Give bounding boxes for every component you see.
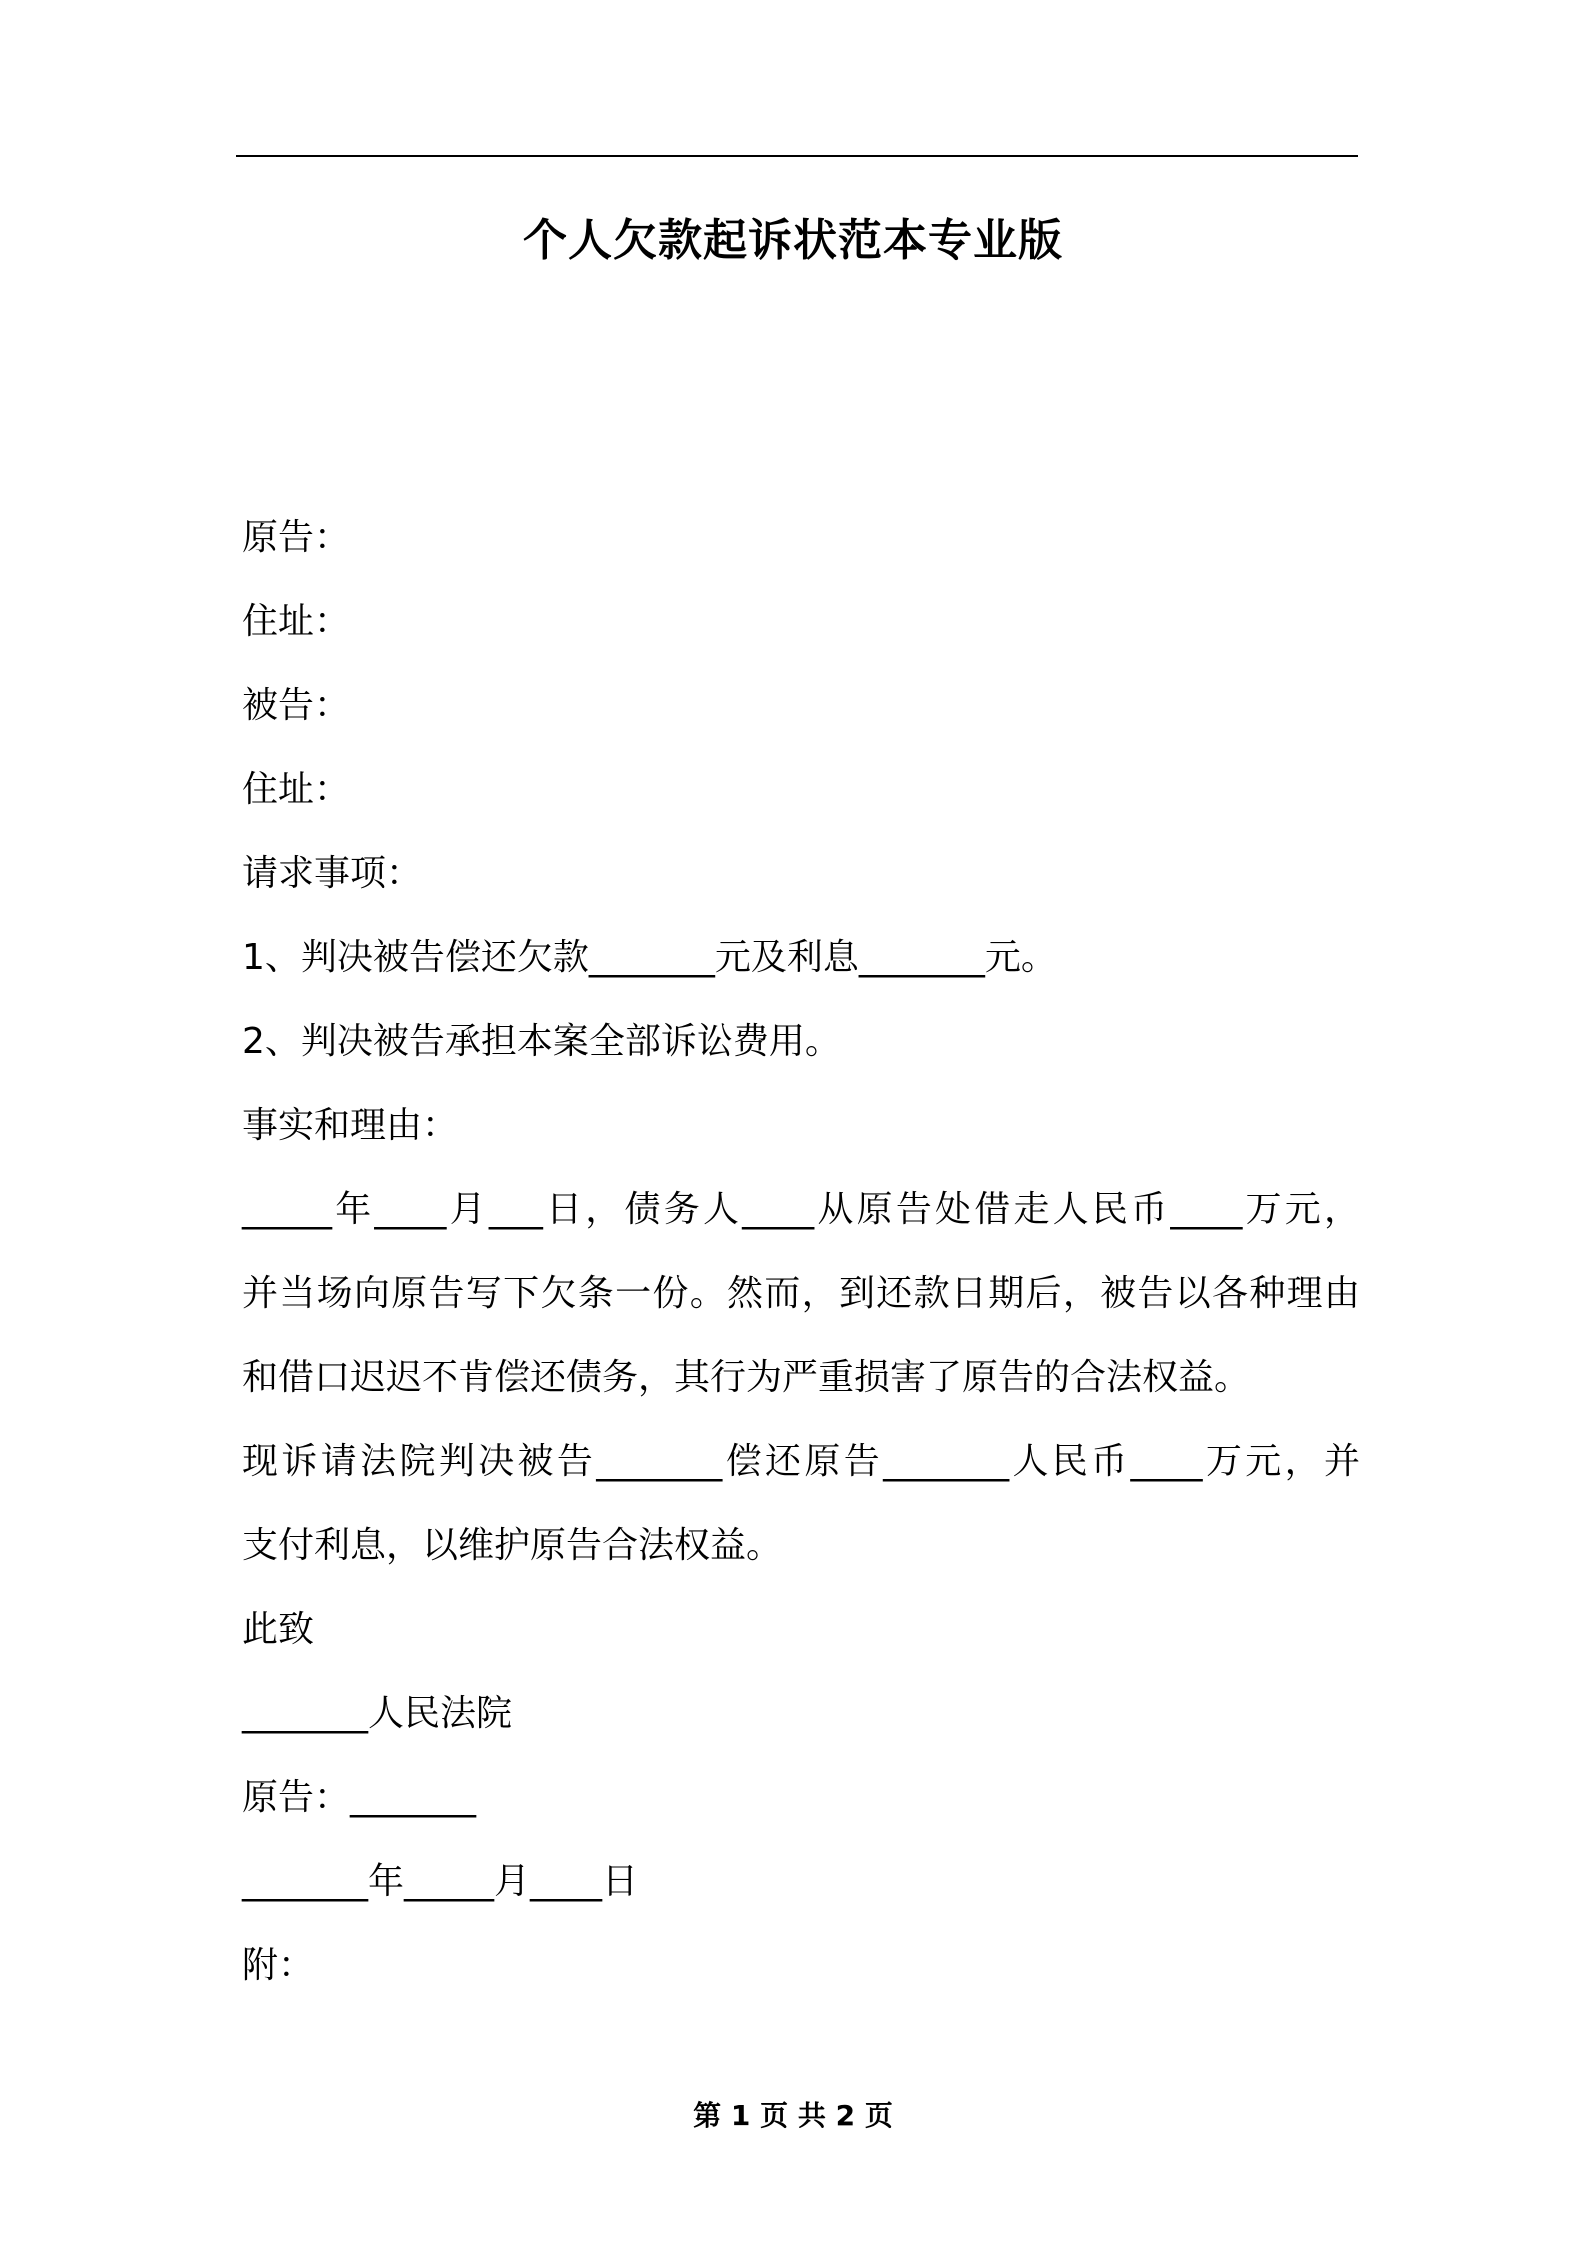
facts-paragraph-line: 和借口迟迟不肯偿还债务，其行为严重损害了原告的合法权益。 — [242, 1357, 1251, 1398]
facts-heading: 事实和理由： — [242, 1105, 459, 1146]
court-name-blank: _______人民法院 — [242, 1693, 513, 1734]
header-rule — [236, 155, 1358, 157]
claim-item-1: 1、判决被告偿还欠款_______元及利息_______元。 — [242, 937, 1057, 978]
facts-paragraph-line: 并当场向原告写下欠条一份。然而，到还款日期后，被告以各种理由 — [242, 1273, 1360, 1314]
request-paragraph-line: 支付利息，以维护原告合法权益。 — [242, 1525, 783, 1566]
claim-item-2: 2、判决被告承担本案全部诉讼费用。 — [242, 1021, 841, 1062]
request-paragraph-line: 现诉请法院判决被告_______偿还原告_______人民币____万元，并 — [242, 1441, 1360, 1482]
document-body — [242, 496, 1360, 2008]
document-title: 个人欠款起诉状范本专业版 — [523, 215, 1063, 266]
plaintiff-signature-line: 原告：_______ — [242, 1777, 477, 1818]
date-line: _______年_____月____日 — [242, 1861, 638, 1902]
plaintiff-label: 原告： — [242, 517, 351, 558]
plaintiff-address-label: 住址： — [242, 601, 351, 642]
salutation: 此致 — [242, 1609, 315, 1650]
facts-paragraph-line: _____年____月___日，债务人____从原告处借走人民币____万元， — [242, 1189, 1360, 1230]
defendant-label: 被告： — [242, 685, 351, 726]
defendant-address-label: 住址： — [242, 769, 351, 810]
claims-heading: 请求事项： — [242, 853, 423, 894]
attachment-label: 附： — [242, 1945, 315, 1986]
page-indicator: 第 1 页 共 2 页 — [693, 2099, 893, 2132]
